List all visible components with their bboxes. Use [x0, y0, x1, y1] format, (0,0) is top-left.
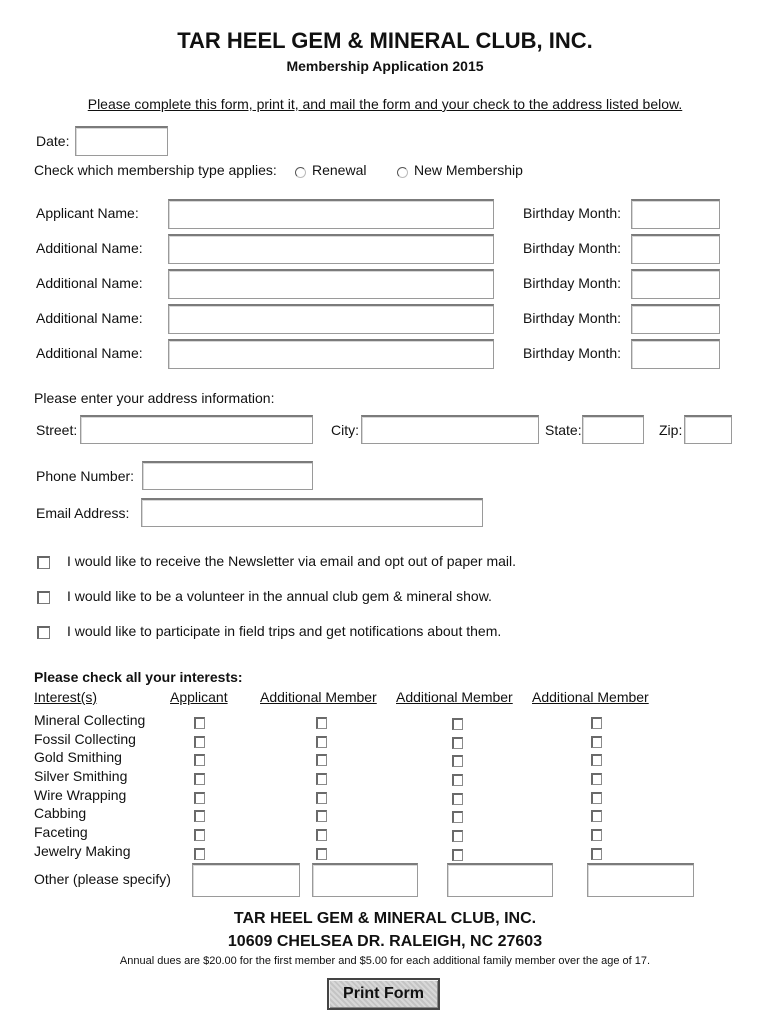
additional-member-column-header: Additional Member — [260, 689, 377, 705]
phone-field[interactable] — [142, 461, 313, 490]
renewal-radio[interactable] — [295, 167, 306, 178]
dues-note: Annual dues are $20.00 for the first member and $5.00 for each additional family member over the age of 17. — [119, 955, 651, 967]
interest-member-checkbox[interactable] — [452, 830, 463, 842]
additional-name-field[interactable] — [168, 339, 494, 369]
interest-member-checkbox[interactable] — [591, 810, 602, 822]
club-title: TAR HEEL GEM & MINERAL CLUB, INC. — [177, 28, 593, 53]
interest-member-checkbox[interactable] — [316, 773, 327, 785]
street-label: Street: — [36, 422, 78, 438]
additional-name-label: Additional Name: — [36, 345, 143, 361]
interest-applicant-checkbox[interactable] — [194, 848, 205, 860]
interest-member-checkbox[interactable] — [452, 793, 463, 805]
interest-member-checkbox[interactable] — [591, 754, 602, 766]
footer-address: 10609 CHELSEA DR. RALEIGH, NC 27603 — [227, 933, 543, 950]
state-field[interactable] — [582, 415, 644, 444]
interest-applicant-checkbox[interactable] — [194, 792, 205, 804]
street-field[interactable] — [80, 415, 313, 444]
interest-label: Wire Wrapping — [34, 787, 127, 803]
email-field[interactable] — [141, 498, 483, 527]
applicant-column-header: Applicant — [170, 689, 228, 705]
interest-member-checkbox[interactable] — [591, 773, 602, 785]
address-prompt: Please enter your address information: — [34, 390, 275, 406]
interest-label: Cabbing — [34, 805, 87, 821]
applicant-name-field[interactable] — [168, 199, 494, 229]
birthday-month-label: Birthday Month: — [523, 310, 622, 326]
interest-applicant-checkbox[interactable] — [194, 829, 205, 841]
birthday-month-field[interactable] — [631, 339, 720, 369]
date-field[interactable] — [75, 126, 168, 156]
membership-type-prompt: Check which membership type applies: — [34, 162, 277, 178]
interest-applicant-checkbox[interactable] — [194, 810, 205, 822]
additional-name-label: Additional Name: — [36, 310, 143, 326]
other-interest-applicant-field[interactable] — [192, 863, 300, 897]
renewal-label: Renewal — [312, 162, 367, 178]
interest-label: Fossil Collecting — [34, 731, 136, 747]
city-label: City: — [331, 422, 359, 438]
other-interest-label: Other (please specify) — [34, 871, 171, 887]
additional-member-column-header: Additional Member — [396, 689, 513, 705]
additional-name-field[interactable] — [168, 304, 494, 334]
interest-member-checkbox[interactable] — [591, 717, 602, 729]
interests-column-header: Interest(s) — [34, 689, 98, 705]
volunteer-checkbox[interactable] — [37, 591, 50, 604]
newsletter-checkbox[interactable] — [37, 556, 50, 569]
birthday-month-label: Birthday Month: — [523, 205, 622, 221]
interest-applicant-checkbox[interactable] — [194, 773, 205, 785]
interest-applicant-checkbox[interactable] — [194, 754, 205, 766]
birthday-month-label: Birthday Month: — [523, 345, 622, 361]
interest-member-checkbox[interactable] — [591, 848, 602, 860]
interest-member-checkbox[interactable] — [316, 848, 327, 860]
applicant-name-label: Applicant Name: — [36, 205, 139, 221]
birthday-month-field[interactable] — [631, 304, 720, 334]
interest-label: Gold Smithing — [34, 749, 122, 765]
birthday-month-label: Birthday Month: — [523, 240, 622, 256]
interest-member-checkbox[interactable] — [452, 755, 463, 767]
date-label: Date: — [36, 133, 70, 149]
interest-label: Mineral Collecting — [34, 712, 146, 728]
interest-label: Jewelry Making — [34, 843, 131, 859]
form-subtitle: Membership Application 2015 — [286, 58, 484, 74]
interest-member-checkbox[interactable] — [316, 792, 327, 804]
birthday-month-field[interactable] — [631, 199, 720, 229]
new-membership-radio[interactable] — [397, 167, 408, 178]
additional-name-field[interactable] — [168, 269, 494, 299]
interest-label: Faceting — [34, 824, 88, 840]
other-interest-member-field[interactable] — [587, 863, 694, 897]
additional-member-column-header: Additional Member — [532, 689, 649, 705]
field-trips-checkbox[interactable] — [37, 626, 50, 639]
interest-member-checkbox[interactable] — [591, 829, 602, 841]
interest-member-checkbox[interactable] — [591, 736, 602, 748]
interest-member-checkbox[interactable] — [452, 737, 463, 749]
interest-member-checkbox[interactable] — [452, 774, 463, 786]
phone-label: Phone Number: — [36, 468, 135, 484]
print-form-button[interactable]: Print Form — [327, 978, 440, 1010]
other-interest-member-field[interactable] — [312, 863, 418, 897]
interest-applicant-checkbox[interactable] — [194, 717, 205, 729]
city-field[interactable] — [361, 415, 539, 444]
instructions: Please complete this form, print it, and mail the form and your check to the address listed below. — [87, 96, 683, 112]
interests-heading: Please check all your interests: — [34, 669, 243, 685]
footer-club-name: TAR HEEL GEM & MINERAL CLUB, INC. — [233, 910, 537, 927]
volunteer-option-label: I would like to be a volunteer in the annual club gem & mineral show. — [67, 588, 492, 604]
newsletter-option-label: I would like to receive the Newsletter via email and opt out of paper mail. — [67, 553, 517, 569]
birthday-month-label: Birthday Month: — [523, 275, 622, 291]
interest-member-checkbox[interactable] — [316, 754, 327, 766]
state-label: State: — [545, 422, 582, 438]
zip-label: Zip: — [659, 422, 683, 438]
interest-member-checkbox[interactable] — [316, 717, 327, 729]
interest-member-checkbox[interactable] — [591, 792, 602, 804]
other-interest-member-field[interactable] — [447, 863, 553, 897]
interest-applicant-checkbox[interactable] — [194, 736, 205, 748]
field-trips-option-label: I would like to participate in field trips and get notifications about them. — [67, 623, 502, 639]
interest-member-checkbox[interactable] — [452, 811, 463, 823]
zip-field[interactable] — [684, 415, 732, 444]
email-label: Email Address: — [36, 505, 130, 521]
additional-name-label: Additional Name: — [36, 275, 143, 291]
birthday-month-field[interactable] — [631, 234, 720, 264]
interest-member-checkbox[interactable] — [316, 810, 327, 822]
interest-member-checkbox[interactable] — [452, 718, 463, 730]
new-membership-label: New Membership — [414, 162, 523, 178]
interest-member-checkbox[interactable] — [316, 829, 327, 841]
interest-member-checkbox[interactable] — [452, 849, 463, 861]
additional-name-field[interactable] — [168, 234, 494, 264]
interest-label: Silver Smithing — [34, 768, 128, 784]
birthday-month-field[interactable] — [631, 269, 720, 299]
additional-name-label: Additional Name: — [36, 240, 143, 256]
interest-member-checkbox[interactable] — [316, 736, 327, 748]
